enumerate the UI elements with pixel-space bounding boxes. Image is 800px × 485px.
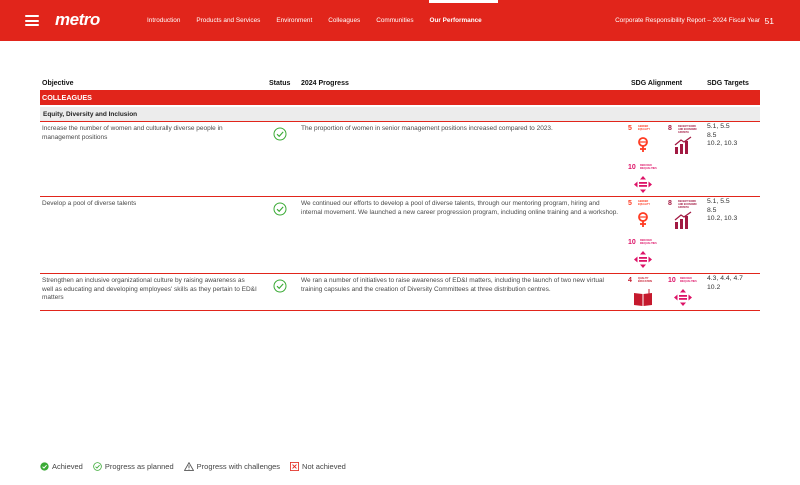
reduced-inequalities-icon — [633, 174, 653, 194]
progress-with-challenges-icon — [184, 462, 194, 471]
table-header — [40, 78, 760, 90]
progress-text: We continued our efforts to develop a pool of diverse talents, through our mentoring program, hiring and internal movement. We launched a new career progression program, including online training and a workshop. — [301, 200, 619, 216]
nav-colleagues[interactable]: Colleagues — [328, 17, 361, 24]
section-colleagues: COLLEAGUES — [40, 90, 760, 105]
progress-as-planned-icon — [93, 462, 102, 471]
table-row — [40, 121, 760, 197]
progress-as-planned-icon — [273, 202, 287, 216]
sdg-5-badge: 5 GENDER EQUALITY — [628, 125, 658, 159]
gender-equality-icon — [633, 210, 653, 230]
progress-as-planned-icon — [273, 127, 287, 141]
sdg-8-badge: 8 DECENT WORK AND ECONOMIC GROWTH — [668, 200, 698, 234]
sdg-10-badge: 10 REDUCED INEQUALITIES — [628, 239, 658, 273]
sdg-targets: 5.1, 5.5 8.5 10.2, 10.3 — [707, 123, 738, 147]
sdg-10-badge: 10 REDUCED INEQUALITIES — [628, 164, 658, 198]
achieved-icon — [40, 462, 49, 471]
header-progress: 2024 Progress — [301, 80, 349, 87]
table-row — [40, 274, 760, 311]
legend-achieved: Achieved — [40, 462, 83, 471]
top-bar — [0, 0, 800, 41]
sdg-targets: 4.3, 4.4, 4.7 10.2 — [707, 275, 743, 291]
page-number: 51 — [764, 16, 774, 26]
objective-text: Strengthen an inclusive organizational culture by raising awareness as well as educating and developing employees' skills as they pertain to ED&I matters — [42, 277, 257, 301]
nav-communities[interactable]: Communities — [376, 17, 414, 24]
nav-introduction[interactable]: Introduction — [147, 17, 181, 24]
gender-equality-icon — [633, 135, 653, 155]
performance-table — [40, 78, 760, 311]
report-title: Corporate Responsibility Report – 2024 Fiscal Year — [615, 17, 760, 24]
header-sdg-alignment: SDG Alignment — [631, 80, 683, 87]
table-row — [40, 197, 760, 274]
economic-growth-icon — [673, 210, 693, 230]
sdg-targets: 5.1, 5.5 8.5 10.2, 10.3 — [707, 198, 738, 222]
reduced-inequalities-icon — [673, 287, 693, 307]
progress-text: The proportion of women in senior management positions increased compared to 2023. — [301, 125, 553, 132]
nav-products-and-services[interactable]: Products and Services — [196, 17, 261, 24]
menu-icon[interactable] — [25, 15, 39, 26]
sdg-10-badge: 10 REDUCED INEQUALITIES — [668, 277, 698, 311]
reduced-inequalities-icon — [633, 249, 653, 269]
not-achieved-icon — [290, 462, 299, 471]
main-nav — [147, 17, 498, 24]
nav-our-performance[interactable]: Our Performance — [429, 17, 482, 24]
economic-growth-icon — [673, 135, 693, 155]
logo[interactable]: metro — [55, 10, 100, 29]
sdg-5-badge: 5 GENDER EQUALITY — [628, 200, 658, 234]
subsection-edi: Equity, Diversity and Inclusion — [40, 107, 760, 121]
legend-not-achieved: Not achieved — [290, 462, 346, 471]
header-objective: Objective — [42, 80, 74, 87]
legend-progress-as-planned: Progress as planned — [93, 462, 174, 471]
objective-text: Increase the number of women and culturally diverse people in management positions — [42, 125, 223, 141]
legend-progress-with-challenges: Progress with challenges — [184, 462, 280, 471]
progress-text: We ran a number of initiatives to raise awareness of ED&I matters, including the launch of two new virtual training capsules and the creation of Diversity Committees at three distribution centres. — [301, 277, 604, 293]
progress-as-planned-icon — [273, 279, 287, 293]
header-status: Status — [269, 80, 291, 87]
sdg-4-badge: 4 QUALITY EDUCATION — [628, 277, 658, 311]
objective-text: Develop a pool of diverse talents — [42, 200, 137, 207]
sdg-8-badge: 8 DECENT WORK AND ECONOMIC GROWTH — [668, 125, 698, 159]
nav-environment[interactable]: Environment — [276, 17, 313, 24]
status-legend — [40, 462, 356, 471]
quality-education-icon — [633, 287, 653, 307]
header-sdg-targets: SDG Targets — [707, 80, 749, 87]
